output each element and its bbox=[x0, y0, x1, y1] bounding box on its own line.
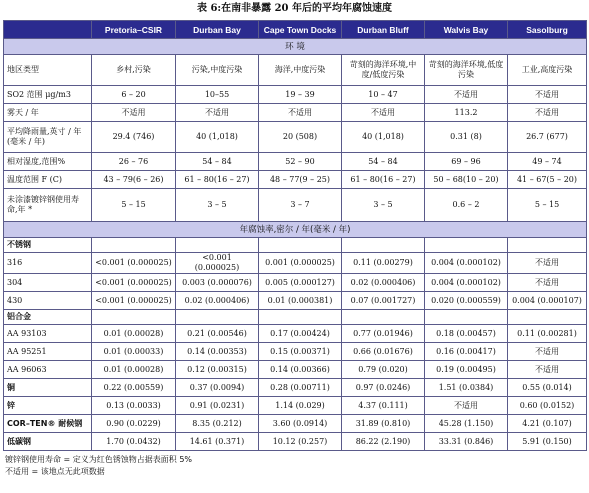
table-cell: 0.77 (0.01946) bbox=[342, 325, 425, 343]
table-row bbox=[4, 325, 587, 343]
table-cell: 3 – 5 bbox=[176, 189, 259, 222]
section-header-environment: 环 境 bbox=[4, 39, 587, 55]
table-cell: 31.89 (0.810) bbox=[342, 415, 425, 433]
table-row bbox=[4, 361, 587, 379]
row-label: 相对湿度,范围% bbox=[4, 153, 92, 171]
empty-cell bbox=[342, 310, 425, 325]
table-cell: 6 – 20 bbox=[92, 86, 176, 104]
table-cell: 52 – 90 bbox=[259, 153, 342, 171]
table-cell: 0.22 (0.00559) bbox=[92, 379, 176, 397]
column-header: Sasolburg bbox=[508, 21, 587, 39]
table-cell: 0.17 (0.00424) bbox=[259, 325, 342, 343]
row-label: 平均降雨量,英寸 / 年(毫米 / 年) bbox=[4, 122, 92, 153]
table-cell: 4.21 (0.107) bbox=[508, 415, 587, 433]
table-cell: 0.14 (0.00353) bbox=[176, 343, 259, 361]
table-title: 表 6:在南非暴露 20 年后的平均年腐蚀速度 bbox=[196, 3, 392, 14]
row-label: 地区类型 bbox=[4, 55, 92, 86]
table-cell: 不适用 bbox=[508, 274, 587, 292]
table-cell: 不适用 bbox=[92, 104, 176, 122]
table-cell: 0.97 (0.0246) bbox=[342, 379, 425, 397]
empty-cell bbox=[259, 310, 342, 325]
row-label: 430 bbox=[4, 292, 92, 310]
table-cell: 0.14 (0.00366) bbox=[259, 361, 342, 379]
table-cell: 0.28 (0.00711) bbox=[259, 379, 342, 397]
table-cell: 20 (508) bbox=[259, 122, 342, 153]
column-header: Durban Bluff bbox=[342, 21, 425, 39]
table-cell: <0.001 (0.000025) bbox=[92, 274, 176, 292]
table-cell: <0.001 (0.000025) bbox=[92, 253, 176, 274]
table-cell: 41 – 67(5 – 20) bbox=[508, 171, 587, 189]
row-label: COR–TEN® 耐候钢 bbox=[4, 415, 92, 433]
group-label: 不锈钢 bbox=[4, 238, 92, 253]
table-cell: 1.70 (0.0432) bbox=[92, 433, 176, 451]
empty-cell bbox=[508, 238, 587, 253]
table-cell: 33.31 (0.846) bbox=[425, 433, 508, 451]
table-cell: 不适用 bbox=[508, 343, 587, 361]
table-row bbox=[4, 292, 587, 310]
table-cell: 不适用 bbox=[259, 104, 342, 122]
table-row bbox=[4, 86, 587, 104]
column-header: Walvis Bay bbox=[425, 21, 508, 39]
table-cell: 0.07 (0.001727) bbox=[342, 292, 425, 310]
table-cell: 5.91 (0.150) bbox=[508, 433, 587, 451]
table-cell: 5 – 15 bbox=[92, 189, 176, 222]
table-cell: 0.37 (0.0094) bbox=[176, 379, 259, 397]
row-label: 雾天 / 年 bbox=[4, 104, 92, 122]
table-cell: 10 – 47 bbox=[342, 86, 425, 104]
table-cell: 40 (1,018) bbox=[176, 122, 259, 153]
table-cell: 0.15 (0.00371) bbox=[259, 343, 342, 361]
row-label: AA 96063 bbox=[4, 361, 92, 379]
table-cell: 0.21 (0.00546) bbox=[176, 325, 259, 343]
table-cell: 0.020 (0.000559) bbox=[425, 292, 508, 310]
table-cell: 0.004 (0.000107) bbox=[508, 292, 587, 310]
header-corner bbox=[4, 21, 92, 39]
table-cell: 14.61 (0.371) bbox=[176, 433, 259, 451]
row-label: 锌 bbox=[4, 397, 92, 415]
table-row bbox=[4, 343, 587, 361]
table-cell: 10–55 bbox=[176, 86, 259, 104]
table-row bbox=[4, 379, 587, 397]
table-row bbox=[4, 153, 587, 171]
table-cell: 苛刻的海洋环境,低度污染 bbox=[425, 55, 508, 86]
table-cell: 8.35 (0.212) bbox=[176, 415, 259, 433]
column-header: Pretoria–CSIR bbox=[92, 21, 176, 39]
table-cell: 40 (1,018) bbox=[342, 122, 425, 153]
table-cell: 5 – 15 bbox=[508, 189, 587, 222]
table-cell: 不适用 bbox=[508, 104, 587, 122]
row-label: 304 bbox=[4, 274, 92, 292]
table-cell: 4.37 (0.111) bbox=[342, 397, 425, 415]
table-cell: 不适用 bbox=[508, 86, 587, 104]
table-row bbox=[4, 433, 587, 451]
row-label: AA 95251 bbox=[4, 343, 92, 361]
table-row bbox=[4, 253, 587, 274]
table-cell: 26 – 76 bbox=[92, 153, 176, 171]
table-cell: 污染,中度污染 bbox=[176, 55, 259, 86]
table-row bbox=[4, 238, 587, 253]
table-row bbox=[4, 222, 587, 238]
empty-cell bbox=[508, 310, 587, 325]
table-cell: 0.02 (0.000406) bbox=[342, 274, 425, 292]
table-row bbox=[4, 171, 587, 189]
table-cell: 0.91 (0.0231) bbox=[176, 397, 259, 415]
table-cell: 0.004 (0.000102) bbox=[425, 253, 508, 274]
table-cell: 不适用 bbox=[508, 253, 587, 274]
empty-cell bbox=[176, 310, 259, 325]
table-cell: 3.60 (0.0914) bbox=[259, 415, 342, 433]
row-label: 铜 bbox=[4, 379, 92, 397]
table-cell: 0.18 (0.00457) bbox=[425, 325, 508, 343]
row-label: SO2 范围 μg/m3 bbox=[4, 86, 92, 104]
table-cell: <0.001 (0.000025) bbox=[176, 253, 259, 274]
table-cell: 0.003 (0.000076) bbox=[176, 274, 259, 292]
table-cell: 0.02 (0.000406) bbox=[176, 292, 259, 310]
table-cell: 50 – 68(10 – 20) bbox=[425, 171, 508, 189]
table-cell: 0.19 (0.00495) bbox=[425, 361, 508, 379]
table-cell: 1.14 (0.029) bbox=[259, 397, 342, 415]
row-label: AA 93103 bbox=[4, 325, 92, 343]
section-header-corrosion-rate: 年腐蚀率,密尔 / 年(毫米 / 年) bbox=[4, 222, 587, 238]
table-row bbox=[4, 415, 587, 433]
table-cell: 0.79 (0.020) bbox=[342, 361, 425, 379]
table-cell: 0.005 (0.000127) bbox=[259, 274, 342, 292]
table-cell: 不适用 bbox=[425, 397, 508, 415]
table-cell: 61 – 80(16 – 27) bbox=[176, 171, 259, 189]
table-row bbox=[4, 104, 587, 122]
empty-cell bbox=[92, 310, 176, 325]
footnote-not-applicable: 不适用 = 该地点无此项数据 bbox=[5, 467, 105, 476]
table-cell: 0.01 (0.00028) bbox=[92, 361, 176, 379]
table-cell: 86.22 (2.190) bbox=[342, 433, 425, 451]
table-cell: 海洋,中度污染 bbox=[259, 55, 342, 86]
table-row bbox=[4, 274, 587, 292]
table-cell: 26.7 (677) bbox=[508, 122, 587, 153]
table-cell: 0.11 (0.00279) bbox=[342, 253, 425, 274]
table-cell: 19 – 39 bbox=[259, 86, 342, 104]
table-row bbox=[4, 397, 587, 415]
table-cell: 0.55 (0.014) bbox=[508, 379, 587, 397]
empty-cell bbox=[92, 238, 176, 253]
table-cell: 0.60 (0.0152) bbox=[508, 397, 587, 415]
column-header: Cape Town Docks bbox=[259, 21, 342, 39]
table-cell: 不适用 bbox=[508, 361, 587, 379]
table-cell: 69 – 96 bbox=[425, 153, 508, 171]
empty-cell bbox=[176, 238, 259, 253]
empty-cell bbox=[425, 238, 508, 253]
footnote-service-life: 镀锌钢使用寿命 = 定义为红色锈蚀物占据表面积 5% bbox=[5, 455, 193, 464]
table-cell: 不适用 bbox=[342, 104, 425, 122]
table-row bbox=[4, 189, 587, 222]
group-label: 铝合金 bbox=[4, 310, 92, 325]
table-cell: 10.12 (0.257) bbox=[259, 433, 342, 451]
table-cell: 苛刻的海洋环境,中度/低度污染 bbox=[342, 55, 425, 86]
table-cell: 0.13 (0.0033) bbox=[92, 397, 176, 415]
table-cell: 0.16 (0.00417) bbox=[425, 343, 508, 361]
table-row bbox=[4, 21, 587, 39]
table-cell: <0.001 (0.000025) bbox=[92, 292, 176, 310]
table-cell: 0.66 (0.01676) bbox=[342, 343, 425, 361]
table-cell: 49 – 74 bbox=[508, 153, 587, 171]
table-cell: 3 – 7 bbox=[259, 189, 342, 222]
empty-cell bbox=[342, 238, 425, 253]
row-label: 温度范围 F (C) bbox=[4, 171, 92, 189]
column-header: Durban Bay bbox=[176, 21, 259, 39]
table-cell: 0.01 (0.00028) bbox=[92, 325, 176, 343]
table-cell: 0.11 (0.00281) bbox=[508, 325, 587, 343]
table-cell: 工业,高度污染 bbox=[508, 55, 587, 86]
row-label: 未涂漆镀锌钢使用寿命,年 * bbox=[4, 189, 92, 222]
table-cell: 45.28 (1.150) bbox=[425, 415, 508, 433]
empty-cell bbox=[425, 310, 508, 325]
table-cell: 0.12 (0.00315) bbox=[176, 361, 259, 379]
table-cell: 不适用 bbox=[176, 104, 259, 122]
table-cell: 3 – 5 bbox=[342, 189, 425, 222]
table-cell: 29.4 (746) bbox=[92, 122, 176, 153]
table-cell: 0.01 (0.00033) bbox=[92, 343, 176, 361]
row-label: 低碳钢 bbox=[4, 433, 92, 451]
table-cell: 0.004 (0.000102) bbox=[425, 274, 508, 292]
table-cell: 43 – 79(6 – 26) bbox=[92, 171, 176, 189]
table-row bbox=[4, 39, 587, 55]
table-cell: 乡村,污染 bbox=[92, 55, 176, 86]
empty-cell bbox=[259, 238, 342, 253]
table-row bbox=[4, 122, 587, 153]
table-row bbox=[4, 55, 587, 86]
table-cell: 不适用 bbox=[425, 86, 508, 104]
table-cell: 1.51 (0.0384) bbox=[425, 379, 508, 397]
table-cell: 0.01 (0.000381) bbox=[259, 292, 342, 310]
corrosion-table bbox=[3, 20, 587, 451]
table-row bbox=[4, 310, 587, 325]
table-cell: 48 – 77(9 – 25) bbox=[259, 171, 342, 189]
table-cell: 54 – 84 bbox=[176, 153, 259, 171]
table-cell: 0.001 (0.000025) bbox=[259, 253, 342, 274]
table-cell: 113.2 bbox=[425, 104, 508, 122]
table-cell: 54 – 84 bbox=[342, 153, 425, 171]
table-cell: 0.31 (8) bbox=[425, 122, 508, 153]
row-label: 316 bbox=[4, 253, 92, 274]
table-cell: 0.90 (0.0229) bbox=[92, 415, 176, 433]
table-cell: 61 – 80(16 – 27) bbox=[342, 171, 425, 189]
table-cell: 0.6 – 2 bbox=[425, 189, 508, 222]
